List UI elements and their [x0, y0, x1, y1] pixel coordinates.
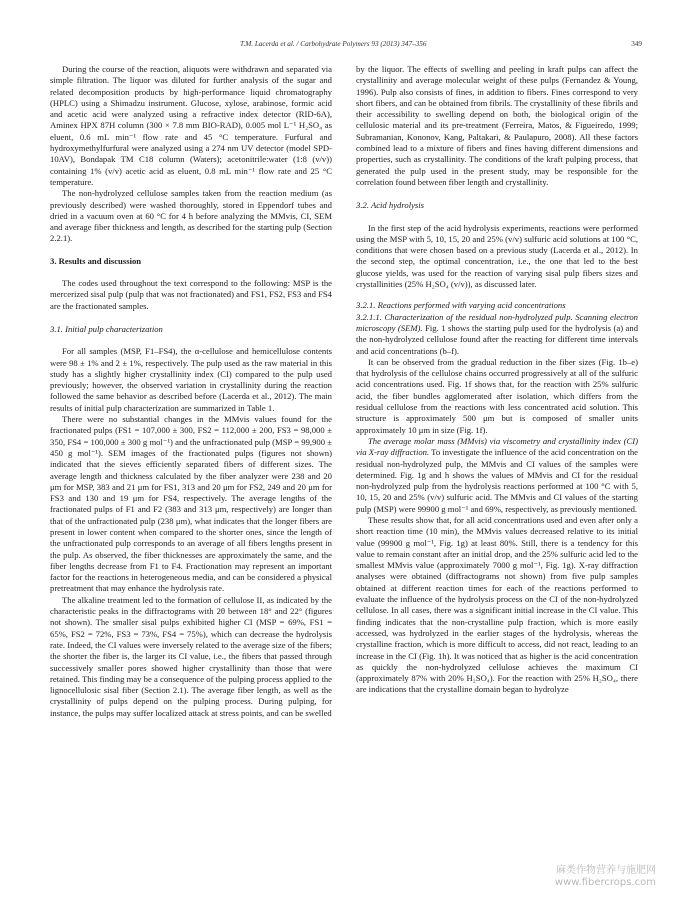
- molar-mass-text: To investigate the influence of the acid concentration on the residual non-hydrolyzed pulp, the MMvis and CI values of the samples were determined. Fig. 1g and h shows the values of MMvis and CI for the residual non-hydrolyzed pulp from the hydrolysis reactions performed at 100 °C with 5, 10, 15, 20 and 25% (v/v) sulfuric acid. The MMvis and CI values of the starting pulp (MSP) were 99900 g mol⁻¹ and 69%, respectively, as previously mentioned.: [356, 447, 638, 514]
- run-in-heading-molar-mass: The average molar mass (MMvis) via viscometry and crystallinity index (CI) via X-ray diffraction.: [356, 435, 638, 458]
- paragraph-results-show: These results show that, for all acid concentrations used and even after only a short reaction time (10 min), the MMvis values decreased relative to its initial value (99900 g mol⁻¹, Fig. 1g) at least 80%. Still, there is a tendency for this value to remain constant after an initial drop, and the 25% sulfuric acid led to the smallest MMvis value (approximately 7000 g mol⁻¹, Fig. 1g). X-ray diffraction analyses were obtained (diffractograms not shown) from five pulp samples obtained at different reaction times for each of the reactions performed to evaluate the influence of the hydrolysis process on the CI of the non-hydrolyzed cellulose. In all cases, there was a significant initial increase in the CI value. This finding indicates that the non-crystalline pulp fraction, which is more easily accessed, was hydrolyzed in the earlier stages of the hydrolysis, whereas the crystalline fraction, which is more difficult to access, did not react, leading to an increase in the CI (Fig. 1h). It was noticed that as higher is the acid concentration as quickly the non-hydrolyzed cellulose achieves the maximum CI (approximately 87% with 20% H₂SO₄). For the reaction with 25% H₂SO₄, there are indications that the crystalline domain began to hydrolyze: [356, 514, 638, 695]
- run-in-heading-sem: 3.2.1.1. Characterization of the residual non-hydrolyzed pulp. Scanning electron microscopy (SEM).: [356, 311, 638, 333]
- running-header: [0, 40, 678, 54]
- page-number: 349: [631, 40, 642, 48]
- subsection-heading-initial-pulp: 3.1. Initial pulp characterization: [50, 323, 163, 334]
- paragraph-alkaline-treatment: The alkaline treatment led to the formation of cellulose II, as indicated by the characteristic peaks in the diffractograms with 2θ between 18° and 22° (figures not shown). The smaller sisal pulps exhibited higher CI (MSP = 69%, FS1 = 65%, FS2 = 72%, FS3 = 73%, FS4 = 75%), which can decrease the hydrolysis rate. Indeed, the CI values were inversely related to the average size of the fibers; the shorter the fiber is, the larger its CI value, i.e., the fibers that passed through successively smaller pores showed higher crystallinity than those that were retained. This finding may be a consequence of the pulping process applied to the lignocellulosic sisal fiber (Section 2.1). The average fiber length, as well as the crystallinity of pulps depend on the pulping process. During pulping, for instance, the pulps may suffer localized attack at stress points, and can be swelled: [50, 594, 332, 718]
- watermark-line-2: www.fibercrops.com: [554, 877, 656, 888]
- subsubsection-heading-varying-acid: 3.2.1. Reactions performed with varying acid concentrations: [356, 300, 566, 311]
- watermark: [555, 865, 656, 889]
- paragraph-alpha-cellulose: For all samples (MSP, F1–FS4), the α-cellulose and hemicellulose contents were 98 ± 1% and 2 ± 1%, respectively. The pulp used as the raw material in this study has a slightly higher crystallinity index (CI) compared to the pulp used previously; however, the observed variation in crystallinity during the reaction followed the same behavior as described before (Lacerda et al., 2012). The main results of initial pulp characterization are summarized in Table 1.: [50, 346, 332, 413]
- paragraph-non-hydrolyzed: The non-hydrolyzed cellulose samples taken from the reaction medium (as previously described) were washed thoroughly, stored in Eppendorf tubes and dried in a vacuum oven at 60 °C for 4 h before analyzing the MMvis, CI, SEM and average fiber thickness and length, as described for the starting pulp (Section 2.2.1).: [50, 188, 332, 244]
- left-column: [50, 64, 332, 719]
- paragraph-liquor: by the liquor. The effects of swelling and peeling in kraft pulps can affect the crystallinity and average molecular weight of these pulps (Fernandez & Young, 1996). Pulp also consists of fines, in addition to fibers. Fines correspond to very short fibers, and can be obtained from fibrils. The crystallinity of these fibrils and their accessibility to swelling depend on both, the biological origin of the cellulosic material and its pre-treatment (Ferreira, Matos, & Figueiredo, 1999; Subramanian, Kononov, Kang, Paltakari, & Paulapuro, 2008). All these factors combined lead to a mixture of fibers and fines having different dimensions and properties, such as crystallinity. The conditions of the kraft pulping process, that generated the pulp used in the present study, may be responsible for the correlation found between fiber length and crystallinity.: [356, 64, 638, 187]
- paragraph-hplc: During the course of the reaction, aliquots were withdrawn and separated via simple filtration. The liquor was diluted for further analysis of the sugar and related decomposition products by high-performance liquid chromatography (HPLC) using a Shimadzu instrument. Glucose, xylose, arabinose, formic acid and acetic acid were analyzed using a refractive index detector (RID-6A), Aminex HPX 87H column (300 × 7.8 mm BIO-RAD), 0.005 mol L⁻¹ H₂SO₄ as eluent, 0.6 mL min⁻¹ flow rate and 45 °C temperature. Furfural and hydroxymethylfurfural were analyzed using a 274 nm UV detector (model SPD-10AV), Bondapak TM C18 column (Waters); acetonitrile:water (1:8 (v/v)) containing 1% (v/v) acetic acid as eluent, 0.8 mL min⁻¹ flow rate and 25 °C temperature.: [50, 64, 332, 187]
- subsection-heading-acid-hydrolysis: 3.2. Acid hydrolysis: [356, 200, 425, 211]
- right-column: [356, 64, 638, 696]
- paragraph-fiber-reduction: It can be observed from the gradual reduction in the fiber sizes (Fig. 1b–e) that hydrolysis of the cellulose chains occurred progressively at all of the sulfuric acid concentrations used. Fig. 1f shows that, for the reaction with 25% sulfuric acid, the fiber bundles agglomerated after isolation, which differs from the residual cellulose from the reactions with less concentrated acid solution. This structure is approximately 500 μm but is composed of smaller units approximately 10 μm in size (Fig. 1f).: [356, 356, 638, 435]
- watermark-line-1: 麻类作物营养与施肥网: [556, 865, 656, 876]
- paragraph-molar-mass: [356, 436, 638, 515]
- section-heading-results: 3. Results and discussion: [50, 255, 142, 266]
- paragraph-mmvis-values: There were no substantial changes in the MMvis values found for the fractionated pulps (FS1 = 107,000 ± 300, FS2 = 112,000 ± 200, FS3 = 98,000 ± 350, FS4 = 100,000 ± 300 g mol⁻¹) and the unfractionated pulp (MSP = 99,900 ± 450 g mol⁻¹). SEM images of the fractionated pulps (figures not shown) indicated that the sieves efficiently separated fibers of different sizes. The average length and thickness calculated by the fiber analyzer were 238 and 20 μm for MSP, 383 and 21 μm for FS1, 313 and 20 μm for FS2, 249 and 20 μm for FS3 and 130 and 19 μm for FS4, respectively. The average lengths of the fractionated pulps of F1 and F2 (383 and 313 μm, respectively) are longer than that of the unfractionated pulp (238 μm), what indicates that the longer fibers are present in lower content when compared to the shorter ones, since the length of the unfractionated pulp corresponds to an average of all fibers lengths present in the pulp. As observed, the fiber thicknesses are approximately the same, and the fiber lengths decrease from F1 to F4. Fractionation may represent an important factor for the reactions in heterogeneous media, and can be considered a physical pretreatment that may enhance the hydrolysis rate.: [50, 414, 332, 594]
- running-title: T.M. Lacerda et al. / Carbohydrate Polymers 93 (2013) 347–356: [240, 40, 427, 48]
- paragraph-first-step: In the first step of the acid hydrolysis experiments, reactions were performed using the MSP with 5, 10, 15, 20 and 25% (v/v) sulfuric acid solutions at 100 °C, conditions that were chosen based on a previous study (Lacerda et al., 2012). In the second step, the optimal concentration, i.e., the one that led to the best glucose yields, was used for the reaction of varying sisal pulp fibers sizes and crystallinities (25% H₂SO₄ (v/v)), as discussed later.: [356, 222, 638, 290]
- sem-text: Fig. 1 shows the starting pulp used for the hydrolysis (a) and the non-hydrolyzed cellulose found after the reacting for different time intervals and acid concentrations (b–f).: [356, 322, 639, 356]
- paragraph-codes: The codes used throughout the text correspond to the following: MSP is the mercerized sisal pulp (pulp that was not fractionated) and FS1, FS2, FS3 and FS4 are the fractionated samples.: [50, 278, 332, 311]
- paragraph-sem-characterization: [356, 312, 638, 357]
